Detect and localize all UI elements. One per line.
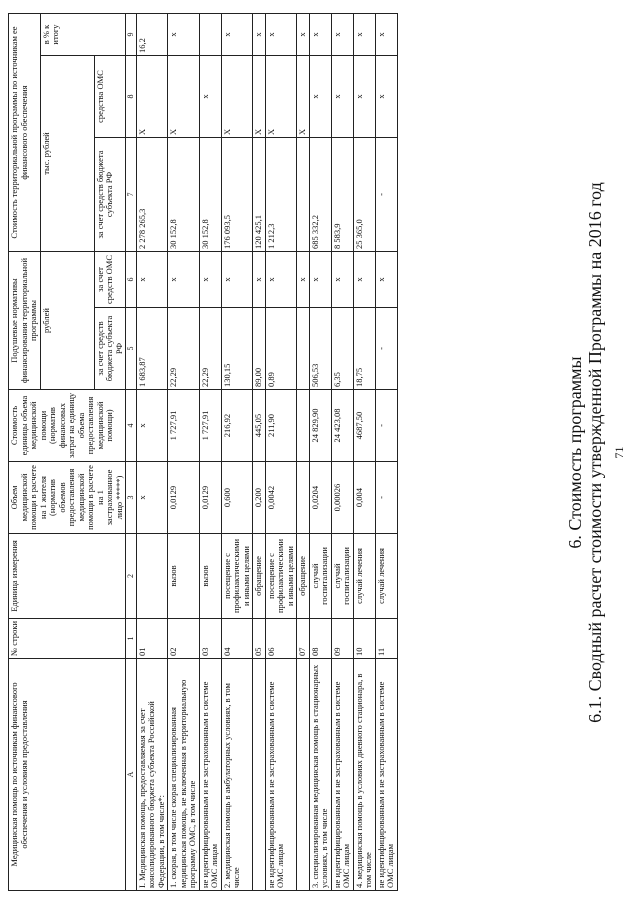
row-cost-percent: х — [221, 14, 253, 56]
row-percap-oms: х — [221, 252, 253, 308]
row-unit: случай госпитализации — [331, 534, 353, 619]
row-percap-budget: 89,00 — [253, 308, 266, 390]
row-volume: 0,004 — [353, 462, 375, 534]
row-name: не идентифицированным и не застрахованным в системе ОМС лицам — [199, 659, 221, 891]
table-row — [253, 14, 266, 891]
row-cost-budget: 25 365,0 — [353, 138, 375, 252]
row-volume: 0,0129 — [168, 462, 200, 534]
header-cost-budget: за счет средств бюджета субъекта РФ — [94, 138, 126, 252]
row-name: не идентифицированным и не застрахованным в системе ОМС лицам — [331, 659, 353, 891]
table-row — [309, 14, 331, 891]
header-unit-cost: Стоимость единицы объема медицинской помощи (норматив финансовых затрат на единицу объема предоставления медицинской помощи) — [9, 390, 126, 462]
header-unit: Единица измерения — [9, 534, 126, 619]
row-name: 4. медицинская помощь в условиях дневного стационара, в том числе — [353, 659, 375, 891]
row-cost-budget: 1 212,3 — [265, 138, 297, 252]
row-number: 09 — [331, 619, 353, 659]
row-cost-oms: х — [331, 56, 353, 138]
col-num: А — [126, 659, 137, 891]
row-number: 02 — [168, 619, 200, 659]
row-unit: вызов — [168, 534, 200, 619]
row-percap-oms: х — [265, 252, 297, 308]
row-percap-oms: х — [375, 252, 397, 308]
row-cost-budget: 30 152,8 — [168, 138, 200, 252]
table-row — [221, 14, 253, 891]
row-cost-percent: х — [168, 14, 200, 56]
row-volume: 0,0042 — [265, 462, 297, 534]
row-cost-percent: х — [353, 14, 375, 56]
row-unit: случай лечения — [353, 534, 375, 619]
row-cost-budget: - — [375, 138, 397, 252]
header-row-number: № строки — [9, 619, 126, 659]
row-percap-oms: х — [168, 252, 200, 308]
page-number: 71 — [612, 446, 626, 459]
row-unit-cost: 445,05 — [253, 390, 266, 462]
table-row — [353, 14, 375, 891]
row-percap-budget: 22,29 — [199, 308, 221, 390]
row-cost-oms: х — [199, 56, 221, 138]
row-number: 11 — [375, 619, 397, 659]
row-cost-percent: х — [265, 14, 297, 56]
row-unit-cost: 1 727,91 — [199, 390, 221, 462]
row-unit: обращение — [253, 534, 266, 619]
row-name — [253, 659, 266, 891]
table-row — [199, 14, 221, 891]
row-number: 06 — [265, 619, 297, 659]
header-percent: в % к итогу — [40, 14, 126, 56]
row-unit-cost: х — [136, 390, 168, 462]
table-row — [265, 14, 297, 891]
header-budget: за счет средств бюджета субъекта РФ — [94, 308, 126, 390]
row-unit: вызов — [199, 534, 221, 619]
row-volume: 0,600 — [221, 462, 253, 534]
row-volume — [297, 462, 310, 534]
row-volume: х — [136, 462, 168, 534]
row-cost-percent: х — [297, 14, 310, 56]
row-number: 03 — [199, 619, 221, 659]
row-unit-cost: 4687,50 — [353, 390, 375, 462]
row-percap-oms: х — [136, 252, 168, 308]
row-number: 04 — [221, 619, 253, 659]
row-percap-oms: х — [331, 252, 353, 308]
row-volume: 0,200 — [253, 462, 266, 534]
col-num: 5 — [126, 308, 137, 390]
row-percap-budget: 130,15 — [221, 308, 253, 390]
row-name: I. Медицинская помощь, предоставляемая за счет консолидированного бюджета субъекта Российской Федерации, в том числе*: — [136, 659, 168, 891]
header-oms-funds: за счет средств ОМС — [94, 252, 126, 308]
row-cost-oms: Х — [297, 56, 310, 138]
row-cost-oms: Х — [168, 56, 200, 138]
cost-table — [8, 13, 398, 891]
row-percap-budget: 22,29 — [168, 308, 200, 390]
row-cost-budget: 120 425,1 — [253, 138, 266, 252]
col-num: 6 — [126, 252, 137, 308]
row-volume: - — [375, 462, 397, 534]
row-name: 3. специализированная медицинская помощь в стационарных условиях, в том числе — [309, 659, 331, 891]
header-program-cost: Стоимость территориальной программы по источникам ее финансового обеспечения — [9, 14, 41, 252]
row-cost-oms: Х — [221, 56, 253, 138]
row-cost-budget: 2 278 265,3 — [136, 138, 168, 252]
row-number: 01 — [136, 619, 168, 659]
row-unit: посещение с профилактическими и иными целями — [221, 534, 253, 619]
row-cost-percent: х — [253, 14, 266, 56]
col-num: 7 — [126, 138, 137, 252]
header-name: Медицинская помощь по источникам финансового обеспечения и условиям предоставления — [9, 659, 126, 891]
row-cost-oms: х — [309, 56, 331, 138]
col-num: 9 — [126, 14, 137, 56]
table-row — [168, 14, 200, 891]
header-rubles: рублей — [40, 252, 94, 390]
section-title: 6. Стоимость программы — [565, 356, 585, 549]
row-percap-oms: х — [253, 252, 266, 308]
row-name — [297, 659, 310, 891]
row-unit: случай госпитализации — [309, 534, 331, 619]
row-unit-cost: 216,92 — [221, 390, 253, 462]
row-unit-cost: 211,90 — [265, 390, 297, 462]
row-unit-cost: 24 829,90 — [309, 390, 331, 462]
row-volume: 0,00026 — [331, 462, 353, 534]
column-number-row — [126, 14, 137, 891]
row-unit-cost: - — [375, 390, 397, 462]
row-unit: посещение с профилактическими и иными целями — [265, 534, 297, 619]
row-cost-oms: Х — [265, 56, 297, 138]
row-volume: 0,0129 — [199, 462, 221, 534]
row-percap-budget: 1 683,87 — [136, 308, 168, 390]
row-unit: случай лечения — [375, 534, 397, 619]
row-cost-percent: 16,2 — [136, 14, 168, 56]
row-percap-oms: х — [199, 252, 221, 308]
row-percap-budget: 506,53 — [309, 308, 331, 390]
row-cost-percent — [199, 14, 221, 56]
header-per-capita: Подушевые нормативы финансирования территориальной программы — [9, 252, 41, 390]
row-name: 1. скорая, в том числе скорая специализированная медицинская помощь, не включенная в территориальную программу ОМС, в том числе — [168, 659, 200, 891]
row-percap-oms: х — [297, 252, 310, 308]
row-percap-budget: 18,75 — [353, 308, 375, 390]
col-num: 4 — [126, 390, 137, 462]
row-cost-percent: х — [309, 14, 331, 56]
row-cost-budget: 176 093,5 — [221, 138, 253, 252]
table-row — [297, 14, 310, 891]
row-name: не идентифицированным и не застрахованным в системе ОМС лицам — [375, 659, 397, 891]
row-number: 07 — [297, 619, 310, 659]
row-percap-budget — [297, 308, 310, 390]
table-row — [375, 14, 397, 891]
row-cost-budget: 8 583,9 — [331, 138, 353, 252]
col-num: 1 — [126, 619, 137, 659]
row-number: 10 — [353, 619, 375, 659]
row-cost-budget: 685 332,2 — [309, 138, 331, 252]
row-unit-cost — [297, 390, 310, 462]
row-cost-oms: х — [375, 56, 397, 138]
col-num: 3 — [126, 462, 137, 534]
col-num: 8 — [126, 56, 137, 138]
header-cost-oms: средства ОМС — [94, 56, 126, 138]
col-num: 2 — [126, 534, 137, 619]
row-cost-oms: Х — [136, 56, 168, 138]
row-name: не идентифицированным и не застрахованным в системе ОМС лицам — [265, 659, 297, 891]
row-number: 05 — [253, 619, 266, 659]
row-cost-oms: Х — [253, 56, 266, 138]
row-unit-cost: 1 727,91 — [168, 390, 200, 462]
row-unit — [136, 534, 168, 619]
row-number: 08 — [309, 619, 331, 659]
row-name: 2. медицинская помощь в амбулаторных условиях, в том числе — [221, 659, 253, 891]
table-row — [136, 14, 168, 891]
row-percap-budget: 6,35 — [331, 308, 353, 390]
row-volume: 0,0204 — [309, 462, 331, 534]
row-percap-oms: х — [353, 252, 375, 308]
row-percap-budget: - — [375, 308, 397, 390]
header-volume: Объем медицинской помощи в расчете на 1 жителя (норматив объемов предоставления медицинской помощи в расчете на 1 застрахованное лицо *****) — [9, 462, 126, 534]
row-cost-percent: х — [331, 14, 353, 56]
table-row — [331, 14, 353, 891]
row-cost-oms: х — [353, 56, 375, 138]
subsection-title: 6.1. Сводный расчет стоимости утвержденной Программы на 2016 год — [585, 182, 605, 723]
row-cost-budget — [297, 138, 310, 252]
row-percap-oms: х — [309, 252, 331, 308]
header-thous-rubles: тыс. рублей — [40, 56, 94, 252]
row-percap-budget: 0,89 — [265, 308, 297, 390]
row-cost-percent: х — [375, 14, 397, 56]
row-cost-budget: 30 152,8 — [199, 138, 221, 252]
row-unit: обращение — [297, 534, 310, 619]
row-unit-cost: 24 423,08 — [331, 390, 353, 462]
